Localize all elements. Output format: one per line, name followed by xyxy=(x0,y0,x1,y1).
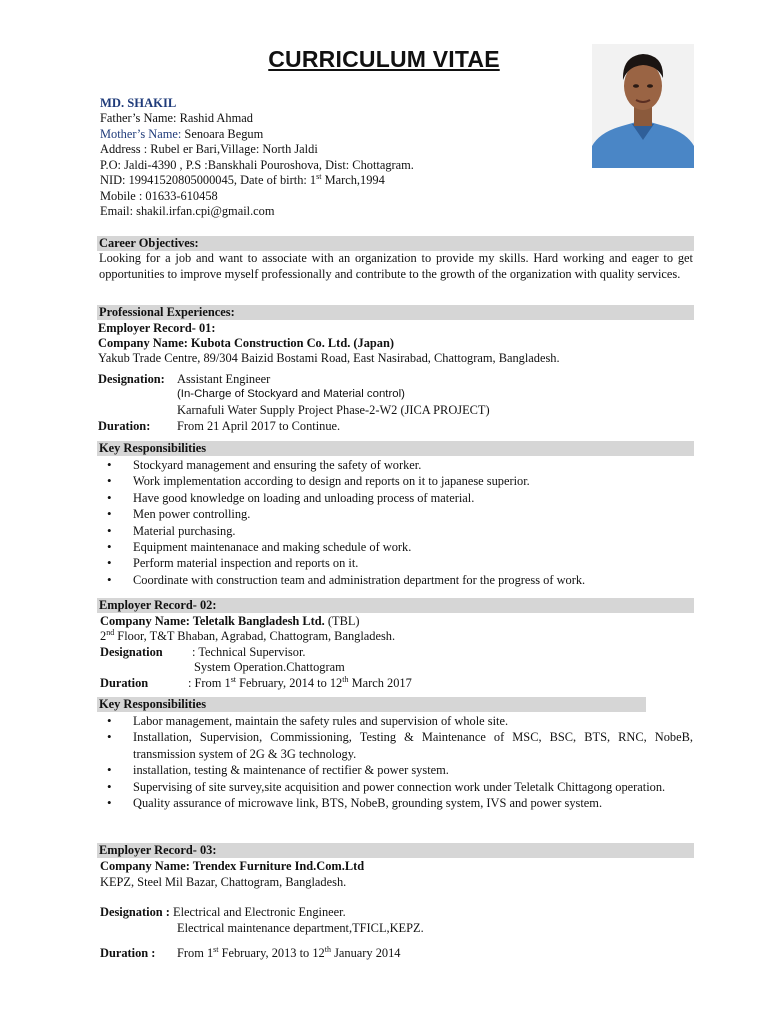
employer-3-designation: Electrical and Electronic Engineer. xyxy=(173,905,346,919)
list-item: • Material purchasing. xyxy=(99,523,693,539)
employer-1-duration: From 21 April 2017 to Continue. xyxy=(177,419,341,433)
employer-3-address: KEPZ, Steel Mil Bazar, Chattogram, Bangladesh. xyxy=(100,875,347,889)
mother-name: Mother’s Name: Senoara Begum xyxy=(100,127,264,141)
list-item: • installation, testing & maintenance of rectifier & power system. xyxy=(99,762,693,778)
employer-1-company: Company Name: Kubota Construction Co. Ltd. (Japan) xyxy=(98,336,395,350)
list-item: • Have good knowledge on loading and unloading process of material. xyxy=(99,490,693,506)
professional-experiences-heading: Professional Experiences: xyxy=(97,305,694,320)
employer-3-duration-label: Duration : xyxy=(100,946,156,960)
employer-1-designation: Assistant Engineer xyxy=(177,372,271,386)
list-item: • Men power controlling. xyxy=(99,506,693,522)
employer-2-duration: : From 1st February, 2014 to 12th March 2017 xyxy=(188,674,412,690)
employer-1-address: Yakub Trade Centre, 89/304 Baizid Bostami Road, East Nasirabad, Chattogram, Bangladesh. xyxy=(98,351,560,365)
list-item: • Work implementation according to design and reports on it to japanese superior. xyxy=(99,473,693,489)
address-line: Address : Rubel er Bari,Village: North Jaldi xyxy=(100,142,318,156)
list-item: • Perform material inspection and reports on it. xyxy=(99,555,693,571)
employer-record-3-heading: Employer Record- 03: xyxy=(97,843,694,858)
employer-2-designation-label: Designation xyxy=(100,645,163,659)
employer-3-duration: From 1st February, 2013 to 12th January 2014 xyxy=(177,944,401,960)
nid-dob-line: NID: 19941520805000045, Date of birth: 1st March,1994 xyxy=(100,171,385,187)
employer-2-address: 2nd Floor, T&T Bhaban, Agrabad, Chattogram, Bangladesh. xyxy=(100,627,396,643)
document-title: CURRICULUM VITAE xyxy=(268,46,500,72)
list-item: • Installation, Supervision, Commissioning, Testing & Maintenance of MSC, BSC, BTS, RNC, NobeB, transmission system of 2G & 3G technology. xyxy=(99,729,693,762)
list-item: • Supervising of site survey,site acquisition and power connection work under Teletalk Chittagong operation. xyxy=(99,779,693,795)
profile-photo xyxy=(592,44,694,168)
responsibilities-list-1 xyxy=(99,457,693,588)
employer-1-project: Karnafuli Water Supply Project Phase-2-W2 (JICA PROJECT) xyxy=(177,403,490,417)
employer-3-designation-label: Designation : xyxy=(100,905,170,919)
candidate-name: MD. SHAKIL xyxy=(100,96,177,110)
employer-record-1-title: Employer Record- 01: xyxy=(98,321,216,335)
employer-1-designation-label: Designation: xyxy=(98,372,165,386)
employer-2-designation: : Technical Supervisor. xyxy=(192,645,306,659)
mobile-line: Mobile : 01633-610458 xyxy=(100,189,218,203)
employer-2-designation-detail: System Operation.Chattogram xyxy=(194,660,345,674)
list-item: • Coordinate with construction team and administration department for the progress of work. xyxy=(99,572,693,588)
father-name: Father’s Name: Rashid Ahmad xyxy=(100,111,253,125)
key-responsibilities-2-heading: Key Responsibilities xyxy=(97,697,646,712)
list-item: • Quality assurance of microwave link, BTS, NobeB, grounding system, IVS and power system. xyxy=(99,795,693,811)
employer-1-designation-detail: (In-Charge of Stockyard and Material control) xyxy=(177,388,405,400)
employer-2-company: Company Name: Teletalk Bangladesh Ltd. (TBL) xyxy=(100,614,360,628)
employer-record-2-heading: Employer Record- 02: xyxy=(97,598,694,613)
po-line: P.O: Jaldi-4390 , P.S :Banskhali Pouroshova, Dist: Chottagram. xyxy=(100,158,414,172)
career-objectives-text: Looking for a job and want to associate with an organization to provide my skills. Hard working and eager to get opportunities to improve myself professionally and contribute to the growth of the organization with quality services. xyxy=(99,251,693,281)
email-line: Email: shakil.irfan.cpi@gmail.com xyxy=(100,204,275,218)
key-responsibilities-1-heading: Key Responsibilities xyxy=(97,441,694,456)
employer-2-duration-label: Duration xyxy=(100,676,149,690)
employer-1-duration-label: Duration: xyxy=(98,419,151,433)
list-item: • Equipment maintenanace and making schedule of work. xyxy=(99,539,693,555)
list-item: • Stockyard management and ensuring the safety of worker. xyxy=(99,457,693,473)
career-objectives-heading: Career Objectives: xyxy=(97,236,694,251)
list-item: • Labor management, maintain the safety rules and supervision of whole site. xyxy=(99,713,693,729)
responsibilities-list-2 xyxy=(99,713,693,811)
employer-3-designation-detail: Electrical maintenance department,TFICL,KEPZ. xyxy=(177,921,424,935)
employer-3-company: Company Name: Trendex Furniture Ind.Com.Ltd xyxy=(100,859,365,873)
